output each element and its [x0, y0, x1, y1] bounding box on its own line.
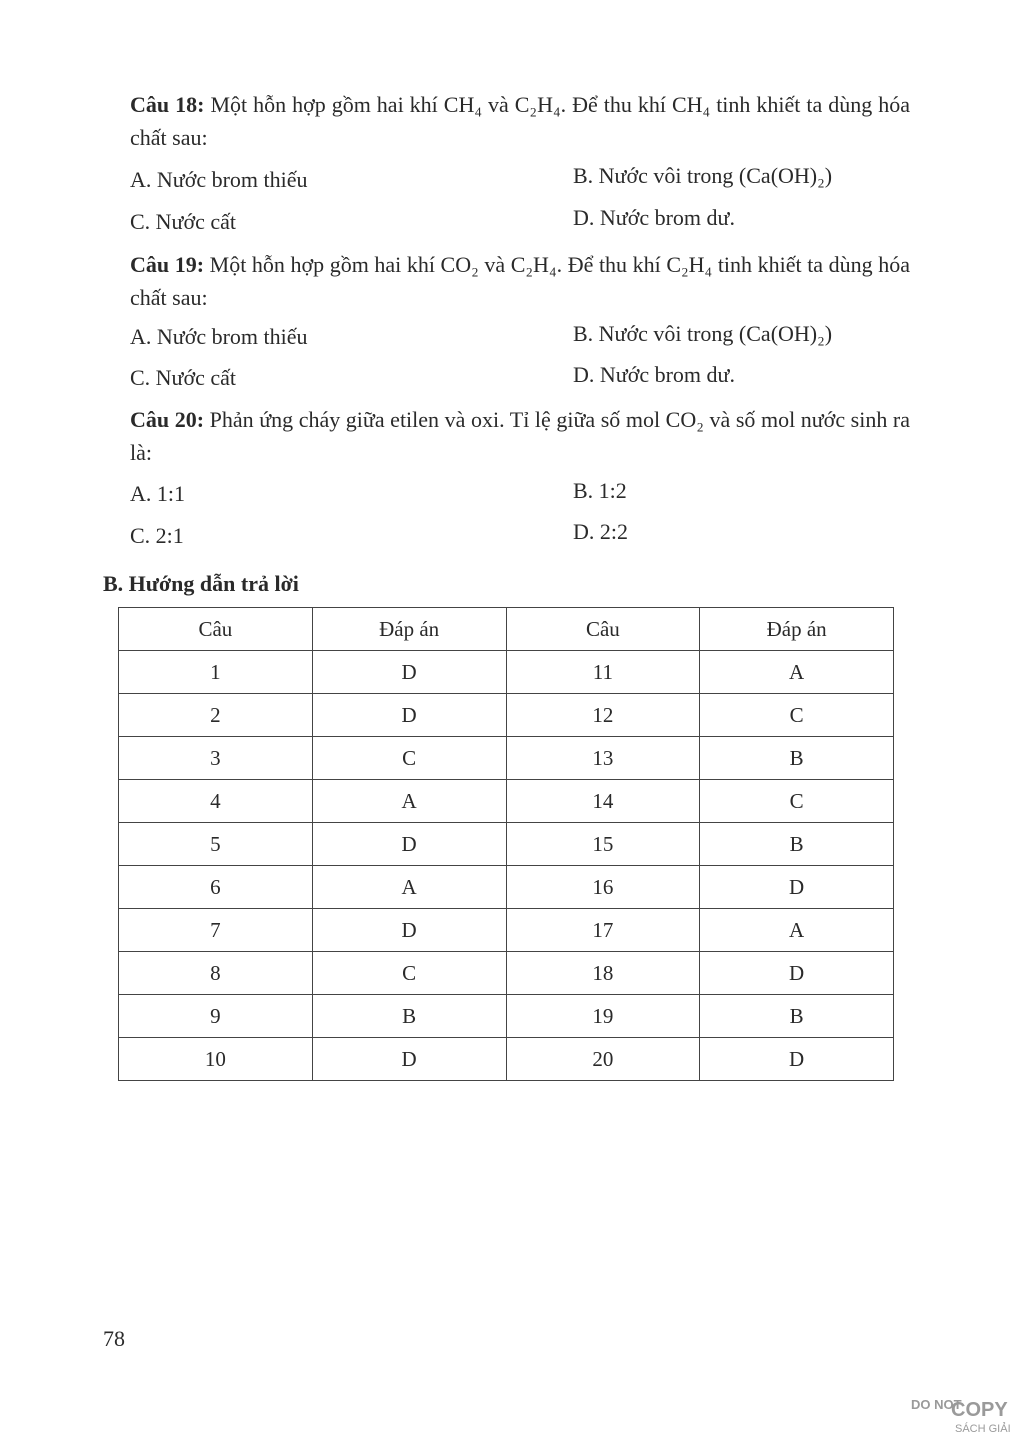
table-row — [119, 823, 894, 866]
table-cell: 12 — [506, 694, 700, 737]
table-cell: D — [312, 909, 506, 952]
option-d: D. Nước brom dư. — [573, 362, 735, 387]
section-title: B. Hướng dẫn trả lời — [103, 571, 299, 596]
table-cell: 13 — [506, 737, 700, 780]
option-c: C. Nước cất — [130, 209, 237, 234]
option-a: A. Nước brom thiếu — [130, 167, 308, 192]
table-cell: 8 — [119, 952, 313, 995]
option-b: B. Nước vôi trong (Ca(OH)₂) — [573, 163, 833, 188]
table-row — [119, 737, 894, 780]
table-cell: 20 — [506, 1038, 700, 1081]
option-b: B. 1:2 — [573, 478, 627, 503]
header-cell: Câu — [506, 608, 700, 651]
table-cell: C — [312, 952, 506, 995]
table-cell: D — [700, 952, 894, 995]
table-cell: 11 — [506, 651, 700, 694]
table-row — [119, 866, 894, 909]
table-cell: 14 — [506, 780, 700, 823]
question-label: Câu 18: — [130, 92, 205, 117]
option-d: D. Nước brom dư. — [573, 205, 735, 230]
stamp-line-1: DO NOT — [911, 1397, 962, 1412]
table-cell: 5 — [119, 823, 313, 866]
question-20 — [130, 403, 910, 469]
option-c: C. 2:1 — [130, 523, 184, 548]
table-cell: D — [312, 694, 506, 737]
do-not-copy-stamp — [905, 1398, 1015, 1442]
table-cell: A — [312, 780, 506, 823]
table-cell: 19 — [506, 995, 700, 1038]
table-header-row — [119, 608, 894, 651]
header-cell: Đáp án — [700, 608, 894, 651]
table-cell: B — [700, 823, 894, 866]
table-cell: 15 — [506, 823, 700, 866]
table-cell: A — [700, 909, 894, 952]
table-cell: B — [312, 995, 506, 1038]
table-cell: D — [312, 823, 506, 866]
table-cell: D — [312, 1038, 506, 1081]
table-row — [119, 1038, 894, 1081]
table-cell: D — [312, 651, 506, 694]
table-cell: 10 — [119, 1038, 313, 1081]
option-b: B. Nước vôi trong (Ca(OH)₂) — [573, 321, 833, 346]
stamp-line-3: SÁCH GIẢI — [955, 1423, 1011, 1435]
table-cell: 16 — [506, 866, 700, 909]
question-19 — [130, 248, 910, 314]
table-row — [119, 909, 894, 952]
option-c: C. Nước cất — [130, 365, 237, 390]
table-cell: 7 — [119, 909, 313, 952]
option-a: A. 1:1 — [130, 481, 185, 506]
page-number: 78 — [103, 1326, 125, 1351]
option-a: A. Nước brom thiếu — [130, 324, 308, 349]
table-row — [119, 651, 894, 694]
table-cell: A — [700, 651, 894, 694]
question-18 — [130, 88, 910, 154]
table-cell: B — [700, 995, 894, 1038]
table-cell: D — [700, 866, 894, 909]
option-d: D. 2:2 — [573, 519, 628, 544]
table-cell: 3 — [119, 737, 313, 780]
table-cell: C — [312, 737, 506, 780]
question-text: Phản ứng cháy giữa etilen và oxi. Tỉ lệ giữa số mol CO₂ và số mol nước sinh ra là: — [130, 407, 910, 465]
table-cell: 2 — [119, 694, 313, 737]
table-cell: 1 — [119, 651, 313, 694]
question-label: Câu 19: — [130, 252, 205, 277]
table-cell: 6 — [119, 866, 313, 909]
stamp-line-2: COPY — [951, 1399, 1008, 1421]
table-row — [119, 694, 894, 737]
question-label: Câu 20: — [130, 407, 205, 432]
table-cell: 9 — [119, 995, 313, 1038]
header-cell: Câu — [119, 608, 313, 651]
table-cell: C — [700, 780, 894, 823]
table-cell: A — [312, 866, 506, 909]
table-cell: B — [700, 737, 894, 780]
question-text: Một hỗn hợp gồm hai khí CH₄ và C₂H₄. Để thu khí CH₄ tinh khiết ta dùng hóa chất sau: — [130, 92, 910, 150]
table-cell: 4 — [119, 780, 313, 823]
table-cell: 17 — [506, 909, 700, 952]
table-cell: C — [700, 694, 894, 737]
table-row — [119, 952, 894, 995]
table-cell: 18 — [506, 952, 700, 995]
question-text: Một hỗn hợp gồm hai khí CO₂ và C₂H₄. Để thu khí C₂H₄ tinh khiết ta dùng hóa chất sau: — [130, 252, 911, 310]
table-row — [119, 995, 894, 1038]
table-cell: D — [700, 1038, 894, 1081]
header-cell: Đáp án — [312, 608, 506, 651]
table-row — [119, 780, 894, 823]
answer-table — [118, 607, 894, 1081]
